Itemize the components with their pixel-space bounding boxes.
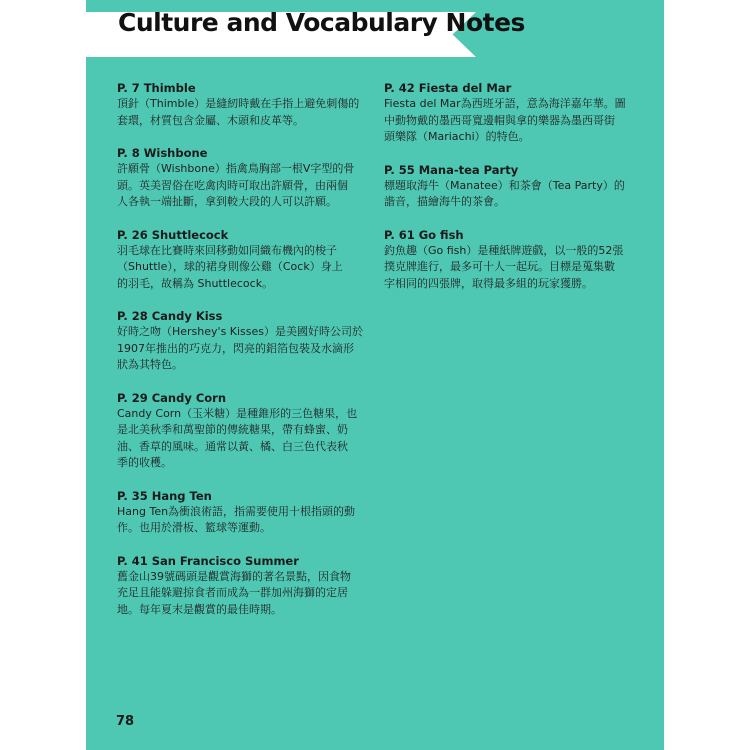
note-entry (117, 309, 365, 374)
note-heading: P. 61 Go fish (384, 227, 464, 242)
note-body (117, 161, 365, 211)
note-line: 1907年推出的巧克力，閃亮的鋁箔包裝及水滴形 (117, 341, 354, 355)
note-heading: P. 26 Shuttlecock (117, 227, 229, 242)
page-title: Culture and Vocabulary Notes (118, 8, 525, 37)
page-number: 78 (116, 714, 135, 729)
note-line: 地。每年夏末是觀賞的最佳時期。 (117, 602, 282, 616)
note-line: 釣魚趣（Go fish）是種紙牌遊戲，以一般的52張 (384, 243, 624, 257)
note-line: 諧音，描繪海牛的茶會。 (384, 195, 505, 208)
note-line: 狀為其特色。 (117, 358, 183, 371)
page (86, 0, 664, 750)
note-body (384, 243, 634, 293)
note-heading: P. 41 San Francisco Summer (117, 553, 299, 568)
note-body (384, 96, 634, 146)
left-column (117, 81, 365, 635)
note-line: 套環，材質包含金屬、木頭和皮革等。 (117, 113, 304, 127)
note-entry (117, 146, 365, 211)
note-line: Fiesta del Mar為西班牙語，意為海洋嘉年華。圖 (384, 97, 626, 110)
note-line: 人各執一端扯斷，拿到較大段的人可以許願。 (117, 195, 337, 208)
note-heading: P. 35 Hang Ten (117, 488, 212, 503)
note-line: 是北美秋季和萬聖節的傳統糖果，帶有蜂蜜、奶 (117, 423, 348, 436)
note-body (117, 569, 365, 619)
note-heading: P. 8 Wishbone (117, 146, 208, 160)
note-heading: P. 42 Fiesta del Mar (384, 81, 512, 95)
right-column (384, 81, 634, 309)
note-line: 頂針（Thimble）是縫紉時戴在手指上避免刺傷的 (117, 97, 360, 110)
note-line: Hang Ten為衝浪術語，指需要使用十根指頭的動 (117, 504, 356, 518)
note-line: 油、香草的風味。通常以黃、橘、白三色代表秋 (117, 439, 348, 453)
note-entry (384, 163, 634, 211)
note-line: 許願骨（Wishbone）指禽鳥胸部一根V字型的骨 (117, 162, 355, 175)
note-body (117, 324, 365, 374)
note-body (384, 178, 634, 211)
note-line: 頭。英美習俗在吃禽肉時可取出許願骨，由兩個 (117, 178, 348, 192)
note-entry (384, 228, 634, 293)
note-line: 頭樂隊（Mariachi）的特色。 (384, 130, 530, 143)
note-line: 撲克牌進行，最多可十人一起玩。目標是蒐集數 (384, 260, 615, 273)
note-entry (117, 489, 365, 537)
note-heading: P. 55 Mana-tea Party (384, 162, 519, 177)
note-heading: P. 29 Candy Corn (117, 390, 227, 405)
note-line: 好時之吻（Hershey's Kisses）是美國好時公司於 (117, 325, 364, 338)
note-heading: P. 28 Candy Kiss (117, 309, 223, 323)
note-entry (117, 228, 365, 293)
note-entry (117, 391, 365, 472)
note-entry (117, 554, 365, 619)
note-line: 羽毛球在比賽時來回移動如同織布機內的梭子 (117, 243, 337, 257)
note-entry (117, 81, 365, 129)
note-line: 充足且能躲避掠食者而成為一群加州海獅的定居 (117, 586, 348, 599)
note-line: Candy Corn（玉米糖）是種錐形的三色糖果，也 (117, 406, 358, 420)
note-line: 標題取海牛（Manatee）和茶會（Tea Party）的 (384, 178, 625, 192)
note-heading: P. 7 Thimble (117, 81, 196, 95)
note-line: 的羽毛，故稱為 Shuttlecock。 (117, 276, 274, 290)
note-entry (384, 81, 634, 146)
note-body (117, 96, 365, 129)
note-line: （Shuttle），球的裙身則像公雞（Cock）身上 (117, 260, 343, 273)
note-body (117, 243, 365, 293)
note-line: 字相同的四張牌，取得最多組的玩家獲勝。 (384, 276, 593, 290)
note-line: 舊金山39號碼頭是觀賞海獅的著名景點，因食物 (117, 569, 351, 583)
note-line: 季的收穫。 (117, 456, 172, 469)
note-line: 作。也用於滑板、籃球等運動。 (117, 521, 271, 534)
note-line: 中動物戴的墨西哥寬邊帽與拿的樂器為墨西哥街 (384, 113, 615, 127)
note-body (117, 504, 365, 537)
note-body (117, 406, 365, 472)
